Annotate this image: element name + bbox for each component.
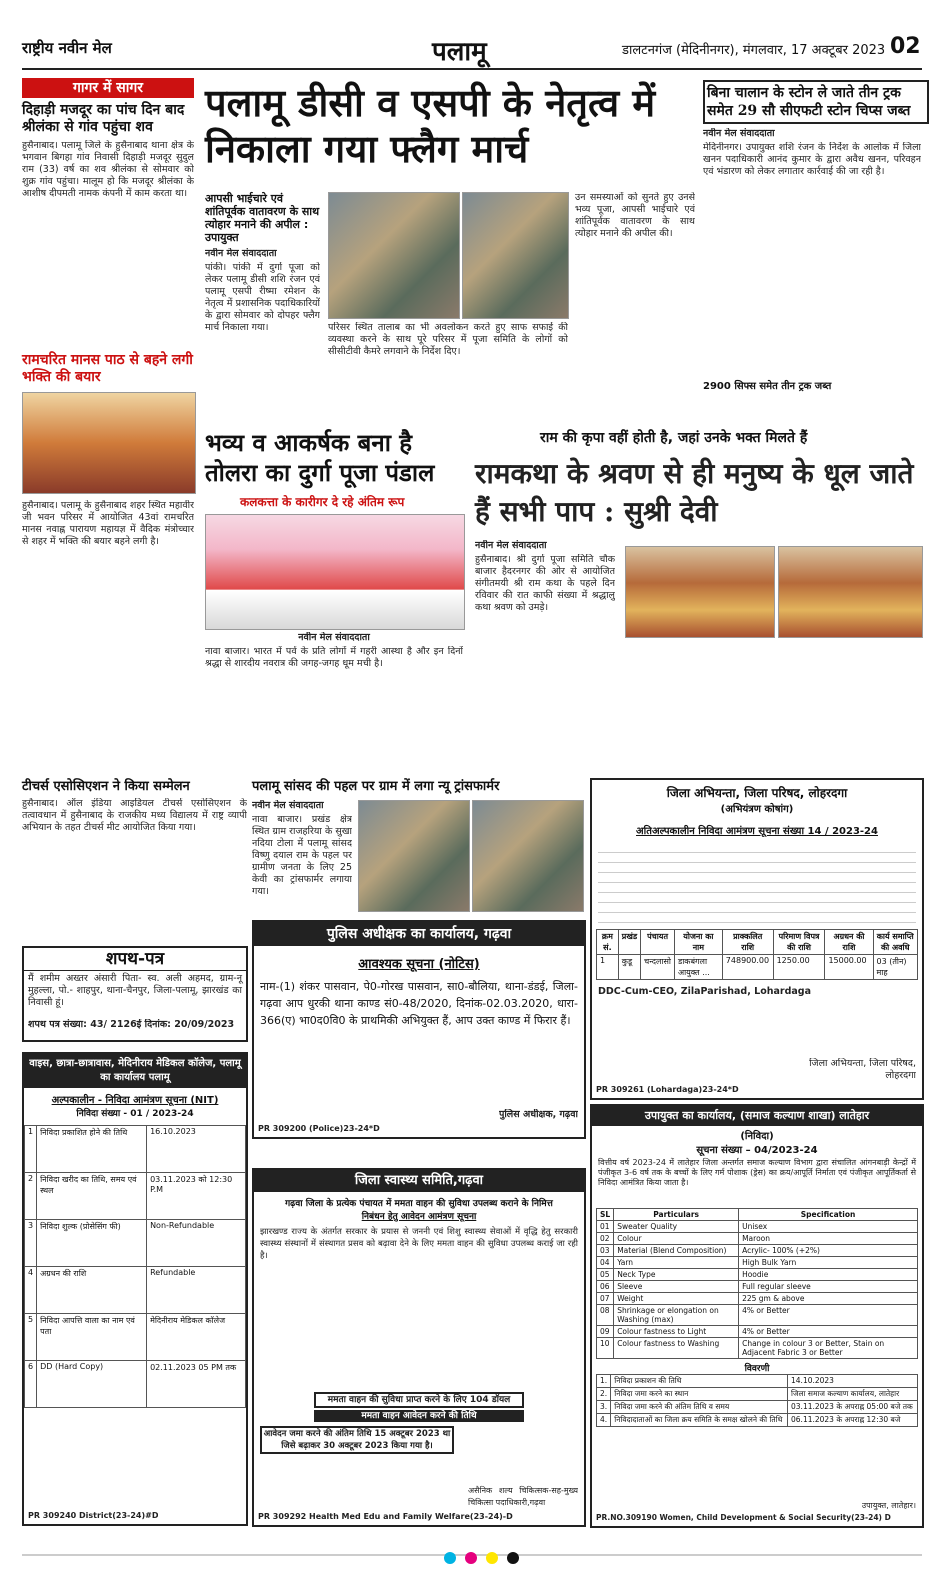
byline: नवीन मेल संवाददाता xyxy=(703,128,775,139)
table-row xyxy=(597,1305,918,1326)
table-cell: निविदा प्रकाशन की तिथि xyxy=(611,1375,788,1388)
table-cell: 4% or Better xyxy=(739,1305,918,1326)
table-row xyxy=(597,1401,918,1414)
health-badge: ममता वाहन की सुविधा प्राप्त करने के लिए 104 डॉयल xyxy=(314,1392,524,1408)
medical-notice-box xyxy=(22,1052,248,1526)
story-body: हुसैनाबाद। पलामू के हुसैनाबाद शहर स्थित महावीर जी भवन परिसर में आयोजित 43वां रामचरित मानस नवाह्न पारायण महायज्ञ में वैदिक मंत्रोच्चार से शहर में भक्ति की बयार बहने लगी है। xyxy=(22,500,194,547)
table-cell: 06.11.2023 के अपराह्न 12:30 बजे xyxy=(788,1414,918,1427)
ramkatha-stage-photo xyxy=(778,546,923,638)
latehar-body: वित्तीय वर्ष 2023-24 में लातेहार जिला अन्तर्गत समाज कल्याण विभाग द्वारा संचालित आंगनबाड़ी केन्द्रों में पंजीकृत 3-6 वर्ष तक के बच्चों के लिए गर्म पोशाक (ड्रेस) का क्रय/आपूर्ति निर्माता एवं पंजीकृत आपूर्तिकर्ता से निविदा आमंत्रित किया जाता है। xyxy=(598,1158,916,1187)
lead-body: उन समस्याओं को सुनते हुए उनसे भव्य पूजा, आपसी भाईचारे एवं शांतिपूर्वक वातावरण के साथ त्योहार मनाने की अपील की। xyxy=(575,192,695,239)
ramkatha-crowd-photo xyxy=(625,546,775,638)
medical-title: वाइस, छात्रा-छात्रावास, मेदिनीराय मेडिकल कॉलेज, पलामू का कार्यालय पलामू xyxy=(24,1054,246,1088)
table-cell: निविदा जमा करने का स्थान xyxy=(611,1388,788,1401)
dateline: डालटनगंज (मेदिनीनगर), मंगलवार, 17 अक्टूबर 2023 xyxy=(622,43,886,58)
lohardaga-notice-box xyxy=(590,778,924,1100)
table-row xyxy=(25,1314,246,1361)
pandal-subhead: कलकत्ता के कारीगर दे रहे अंतिम रूप xyxy=(240,495,405,509)
table-row xyxy=(597,1269,918,1281)
health-sign: असैनिक शल्य चिकित्सक-सह-मुख्य चिकित्सा पदाधिकारी,गढ़वा xyxy=(468,1486,578,1507)
table-cell: 07 xyxy=(597,1293,614,1305)
table-cell: Shrinkage or elongation on Washing (max) xyxy=(614,1305,739,1326)
table-row xyxy=(25,1361,246,1408)
story-headline: रामचरित मानस पाठ से बहने लगी भक्ति की बयार xyxy=(22,352,193,385)
table-header-cell: पंचायत xyxy=(641,930,675,955)
table-row xyxy=(597,1338,918,1359)
table-cell: 06 xyxy=(597,1281,614,1293)
affidavit-box xyxy=(22,946,248,1042)
table-row xyxy=(25,1267,246,1314)
row-value: 03.11.2023 को 12:30 P.M xyxy=(147,1173,246,1220)
row-item: अग्रधन की राशि xyxy=(37,1267,147,1314)
transformer-photo xyxy=(472,800,584,912)
table-cell: Change in colour 3 or Better, Stain on Adjacent Fabric 3 or Better xyxy=(739,1338,918,1359)
latehar-spec-table xyxy=(596,1208,918,1359)
medical-ref: निविदा संख्या - 01 / 2023-24 xyxy=(76,1109,194,1119)
latehar-sign: उपायुक्त, लातेहार। xyxy=(861,1501,916,1510)
color-marks xyxy=(442,1549,521,1568)
table-cell: Sweater Quality xyxy=(614,1221,739,1233)
pandal-headline: भव्य व आकर्षक बना है तोलरा का दुर्गा पूजा पंडाल xyxy=(205,428,435,487)
row-item: निविदा शुल्क (प्रोसेसिंग फी) xyxy=(37,1220,147,1267)
table-header-cell: SL xyxy=(597,1209,614,1221)
health-body: झारखण्ड राज्य के अंतर्गत सरकार के प्रयास से जननी एवं शिशु स्वास्थ्य सेवाओं में वृद्धि हेतु सरकारी स्वास्थ्य संस्थानों में संस्थागत प्रसव को बढ़ावा देने के लिए ममता वाहन की सुविधा उपलब्ध कराई जा रही है। xyxy=(260,1227,578,1261)
table-cell: 2. xyxy=(597,1388,611,1401)
latehar-ref: सूचना संख्या – 04/2023-24 xyxy=(696,1145,818,1156)
table-row xyxy=(597,1233,918,1245)
latehar-notice: (निविदा) xyxy=(740,1131,774,1142)
table-header-cell: क्रम सं. xyxy=(597,930,619,955)
latehar-footer: PR.NO.309190 Women, Child Development & Social Security(23-24) D xyxy=(596,1513,891,1522)
lohardaga-contact: DDC-Cum-CEO, ZilaParishad, Lohardaga xyxy=(598,986,812,997)
health-subtitle-2: निबंधन हेतु आवेदन आमंत्रण सूचना xyxy=(361,1212,477,1222)
page-name: पलामू xyxy=(432,37,487,67)
table-cell: 1 xyxy=(597,955,619,980)
table-cell: 14.10.2023 xyxy=(788,1375,918,1388)
health-badge: ममता वाहन आवेदन करने की तिथि xyxy=(314,1410,524,1422)
row-number: 5 xyxy=(25,1314,37,1361)
police-sign: पुलिस अधीक्षक, गढ़वा xyxy=(498,1109,578,1120)
table-cell: 03.11.2023 के अपराह्न 05:00 बजे तक xyxy=(788,1401,918,1414)
table-header-cell: कार्य समाप्ति की अवधि xyxy=(873,930,918,955)
health-subtitle: गढ़वा जिला के प्रत्येक पंचायत में ममता वाहन की सुविधा उपलब्ध कराने के निमित्त xyxy=(285,1199,553,1209)
lead-body: पांकी। पांकी में दुर्गा पूजा को लेकर पलामू डीसी शशि रंजन एवं पलामू एसपी रीष्मा रमेशन के नेतृत्व में प्रशासनिक पदाधिकारियों के द्वारा सोमवार को दोपहर फ्लैग मार्च निकाला गया। xyxy=(205,262,320,333)
lead-subhead: आपसी भाईचारे एवं शांतिपूर्वक वातावरण के साथ त्योहार मनाने की अपील : उपायुक्त xyxy=(205,192,320,244)
latehar-title: उपायुक्त का कार्यालय, (समाज कल्याण शाखा) लातेहार xyxy=(592,1106,922,1126)
transformer-headline: पलामू सांसद की पहल पर ग्राम में लगा न्यू ट्रांसफार्मर xyxy=(252,779,500,794)
table-cell: Colour fastness to Light xyxy=(614,1326,739,1338)
table-header-cell: अग्रधन की राशि xyxy=(825,930,873,955)
flag-march-photo xyxy=(328,192,460,319)
pandal-photo xyxy=(205,514,465,630)
police-notice-box xyxy=(252,920,586,1139)
ramkatha-body: हुसैनाबाद। श्री दुर्गा पूजा समिति चौक बाजार हैदरनगर की ओर से आयोजित संगीतमयी श्री राम कथा के पहले दिन रविवार की रात काफी संख्या में श्रद्धालु कथा श्रवण को उमड़े। xyxy=(475,554,615,613)
table-cell: High Bulk Yarn xyxy=(739,1257,918,1269)
table-cell: Hoodie xyxy=(739,1269,918,1281)
row-value: Non-Refundable xyxy=(147,1220,246,1267)
table-header-cell: Particulars xyxy=(614,1209,739,1221)
table-cell: 4% or Better xyxy=(739,1326,918,1338)
stone-body: मेदिनीनगर। उपायुक्त शशि रंजन के निर्देश के आलोक में जिला खनन पदाधिकारी आनंद कुमार के द्वारा अवैध खनन, परिवहन एवं भंडारण को लेकर लगातार कार्रवाई की जा रही है। xyxy=(703,142,921,177)
table-cell: 1250.00 xyxy=(773,955,825,980)
row-number: 3 xyxy=(25,1220,37,1267)
table-cell: 15000.00 xyxy=(825,955,873,980)
table-header-cell: योजना का नाम xyxy=(674,930,722,955)
table-cell: 4. xyxy=(597,1414,611,1427)
row-number: 6 xyxy=(25,1361,37,1408)
lohardaga-details xyxy=(598,843,916,923)
magenta-mark xyxy=(465,1552,477,1564)
table-cell: 04 xyxy=(597,1257,614,1269)
byline: नवीन मेल संवाददाता xyxy=(298,632,370,643)
table-row xyxy=(597,1281,918,1293)
table-cell: Acrylic- 100% (+2%) xyxy=(739,1245,918,1257)
cyan-mark xyxy=(444,1552,456,1564)
table-cell: Neck Type xyxy=(614,1269,739,1281)
table-cell: 748900.00 xyxy=(722,955,773,980)
table-row xyxy=(25,1220,246,1267)
latehar-notice-box xyxy=(590,1104,924,1528)
table-cell: जिला समाज कल्याण कार्यालय, लातेहार xyxy=(788,1388,918,1401)
lohardaga-ref: अतिअल्पकालीन निविदा आमंत्रण सूचना संख्या 14 / 2023-24 xyxy=(636,826,878,837)
table-row xyxy=(597,1221,918,1233)
medical-subtitle: अल्पकालीन - निविदा आमंत्रण सूचना (NIT) xyxy=(51,1095,219,1106)
medical-footer: PR 309240 District(23-24)#D xyxy=(28,1511,159,1520)
story-body: हुसैनाबाद। पलामू जिले के हुसैनाबाद थाना क्षेत्र के भगवान बिगहा गांव निवासी दिहाड़ी मजदूर सुदुल राम (33) वर्ष का शव श्रीलंका से सोमवार को शुक्र गांव पहुंचा। मालूम हो कि मजदूर श्रीलंका के आशीष दीपमती नामक कंपनी में काम करता था। xyxy=(22,140,194,199)
ramkatha-kicker: राम की कृपा वहीं होती है, जहां उनके भक्त मिलते हैं xyxy=(540,430,808,446)
ritual-photo xyxy=(22,392,196,494)
byline: नवीन मेल संवाददाता xyxy=(205,248,277,259)
police-title: पुलिस अधीक्षक का कार्यालय, गढ़वा xyxy=(254,922,584,946)
table-row xyxy=(597,1257,918,1269)
row-number: 1 xyxy=(25,1126,37,1173)
table-cell: निविदादाताओं का जिला क्रय समिति के समक्ष खोलने की तिथि xyxy=(611,1414,788,1427)
column-kicker: गागर में सागर xyxy=(22,78,194,98)
transformer-body: नावा बाजार। प्रखंड क्षेत्र स्थित ग्राम राजहरिया के सुखा नदिया टोला में पलामू सांसद विष्णु दयाल राम के पहल पर ग्रामीण जनता के लिए 25 केवी का ट्रांसफार्मर लगाया गया। xyxy=(252,814,352,897)
table-cell: 225 gm & above xyxy=(739,1293,918,1305)
latehar-dates-table xyxy=(596,1374,918,1427)
yellow-mark xyxy=(486,1552,498,1564)
row-value: मेदिनीराय मेडिकल कॉलेज xyxy=(147,1314,246,1361)
table-row xyxy=(597,1414,918,1427)
table-row xyxy=(597,1245,918,1257)
medical-table xyxy=(24,1125,246,1408)
table-cell: 1. xyxy=(597,1375,611,1388)
table-header-cell: प्राक्कलित राशि xyxy=(722,930,773,955)
story-headline: टीचर्स एसोसिएशन ने किया सम्मेलन xyxy=(22,779,190,794)
table-row xyxy=(25,1126,246,1173)
affidavit-body: मैं शमीम अख्तर अंसारी पिता- स्व. अली अहमद, ग्राम-नू मुहल्ला, पो.- शाहपुर, थाना-चैनपुर, जिला-पलामू, झारखंड का निवासी हूं। xyxy=(28,973,242,1008)
row-number: 4 xyxy=(25,1267,37,1314)
table-cell: Material (Blend Composition) xyxy=(614,1245,739,1257)
health-notice-box xyxy=(252,1168,586,1527)
table-cell: डाकबंगला आयुक्त ... xyxy=(674,955,722,980)
table-cell: Colour fastness to Washing xyxy=(614,1338,739,1359)
row-item: DD (Hard Copy) xyxy=(37,1361,147,1408)
police-body: नाम-(1) शंकर पासवान, पे0-गोरख पासवान, सा0-बौलिया, थाना-डंडई, जिला-गढ़वा आप धुरकी थाना काण्ड सं0-48/2020, दिनांक-02.03.2020, धारा- 366(ए) भा0द0वि0 के प्राथमिकी अभियुक्त हैं, आप उक्त काण्ड में फिरार हैं। xyxy=(260,980,578,1027)
table-cell: 02 xyxy=(597,1233,614,1245)
stone-subhead: 2900 सिफ्स समेत तीन ट्रक जब्त xyxy=(703,381,832,392)
page-number: 02 xyxy=(890,34,921,59)
pandal-body: नावा बाजार। भारत में पर्व के प्रति लोगों में गहरी आस्था है और इन दिनों श्रद्धा से शारदीय नवरात्र की जगह-जगह धूम मची है। xyxy=(205,646,463,669)
black-mark xyxy=(507,1552,519,1564)
table-cell: Colour xyxy=(614,1233,739,1245)
table-cell: Weight xyxy=(614,1293,739,1305)
lead-headline: पलामू डीसी व एसपी के नेतृत्व में निकाला गया फ्लैग मार्च xyxy=(205,80,656,171)
row-value: 02.11.2023 05 PM तक xyxy=(147,1361,246,1408)
stone-headline: बिना चालान के स्टोन ले जाते तीन ट्रक समेत 29 सौ सीएफटी स्टोन चिप्स जब्त xyxy=(703,80,929,124)
affidavit-title: शपथ-पत्र xyxy=(24,948,246,971)
table-cell: Yarn xyxy=(614,1257,739,1269)
lohardaga-sign: जिला अभियन्ता, जिला परिषद, लोहरदगा xyxy=(809,1058,916,1081)
masthead xyxy=(22,32,922,70)
byline: नवीन मेल संवाददाता xyxy=(475,540,547,551)
table-cell: 05 xyxy=(597,1269,614,1281)
table-cell: Unisex xyxy=(739,1221,918,1233)
latehar-dates-title: विवरणी xyxy=(744,1364,770,1374)
table-cell: 10 xyxy=(597,1338,614,1359)
row-item: निविदा आपत्ति वाला का नाम एवं पता xyxy=(37,1314,147,1361)
health-footer: PR 309292 Health Med Edu and Family Welfare(23-24)-D xyxy=(258,1512,513,1521)
table-cell: 03 (तीन) माह xyxy=(873,955,918,980)
affidavit-ref: शपथ पत्र संख्या: 43/ 2126ई दिनांक: 20/09/2023 xyxy=(28,1019,235,1030)
table-row xyxy=(597,1375,918,1388)
table-cell: 03 xyxy=(597,1245,614,1257)
brand-name: राष्ट्रीय नवीन मेल xyxy=(22,39,112,57)
lohardaga-title: जिला अभियन्ता, जिला परिषद, लोहरदगा xyxy=(666,786,848,800)
row-item: निविदा खरीद का तिथि, समय एवं स्थल xyxy=(37,1173,147,1220)
table-header-cell: Specification xyxy=(739,1209,918,1221)
table-row xyxy=(25,1173,246,1220)
police-footer: PR 309200 (Police)23-24*D xyxy=(258,1124,380,1133)
table-cell: चन्दलासो xyxy=(641,955,675,980)
table-cell: 09 xyxy=(597,1326,614,1338)
lead-body: परिसर स्थित तालाब का भी अवलोकन करते हुए साफ सफाई की व्यवस्था करने के साथ पूरे परिसर में पूजा समिति के लोगों को सीसीटीवी कैमरे लगवाने के निर्देश दिए। xyxy=(328,322,568,357)
row-value: Refundable xyxy=(147,1267,246,1314)
table-row xyxy=(597,1293,918,1305)
table-cell: 3. xyxy=(597,1401,611,1414)
table-cell: Full regular sleeve xyxy=(739,1281,918,1293)
lohardaga-table xyxy=(596,929,918,980)
row-item: निविदा प्रकाशित होने की तिथि xyxy=(37,1126,147,1173)
table-cell: 01 xyxy=(597,1221,614,1233)
story-body: हुसैनाबाद। ऑल इंडिया आइडियल टीचर्स एसोसिएशन के तत्वावधान में हुसैनाबाद के राजकीय मध्य विद्यालय में राष्ट्र व्यापी अभियान के तहत टीचर्स मीट आयोजित किया गया। xyxy=(22,798,247,833)
ramkatha-headline: रामकथा के श्रवण से ही मनुष्य के धूल जाते हैं सभी पाप : सुश्री देवी xyxy=(475,457,914,528)
health-title: जिला स्वास्थ्य समिति,गढ़वा xyxy=(254,1170,584,1192)
table-header-cell: परिमाण विपत्र की राशि xyxy=(773,930,825,955)
table-cell: 08 xyxy=(597,1305,614,1326)
table-row xyxy=(597,1326,918,1338)
lohardaga-footer: PR 309261 (Lohardaga)23-24*D xyxy=(596,1085,739,1094)
table-cell: Sleeve xyxy=(614,1281,739,1293)
health-deadline: आवेदन जमा करने की अंतिम तिथि 15 अक्टूबर 2023 था जिसे बढ़ाकर 30 अक्टूबर 2023 किया गया है। xyxy=(260,1426,454,1454)
flag-march-photo xyxy=(462,192,569,319)
transformer-photo xyxy=(358,800,470,912)
table-header-cell: प्रखंड xyxy=(618,930,640,955)
registration-bar xyxy=(22,1549,922,1561)
row-value: 16.10.2023 xyxy=(147,1126,246,1173)
table-cell: निविदा जमा करने की अंतिम तिथि व समय xyxy=(611,1401,788,1414)
story-headline: दिहाड़ी मजदूर का पांच दिन बाद श्रीलंका से गांव पहुंचा शव xyxy=(22,102,185,135)
table-cell: Maroon xyxy=(739,1233,918,1245)
row-number: 2 xyxy=(25,1173,37,1220)
byline: नवीन मेल संवाददाता xyxy=(252,800,324,811)
lohardaga-subtitle: (अभियंत्रण कोषांग) xyxy=(720,804,794,815)
police-notice: आवश्यक सूचना (नोटिस) xyxy=(358,957,480,972)
table-row xyxy=(597,1388,918,1401)
table-cell: कुडू xyxy=(618,955,640,980)
